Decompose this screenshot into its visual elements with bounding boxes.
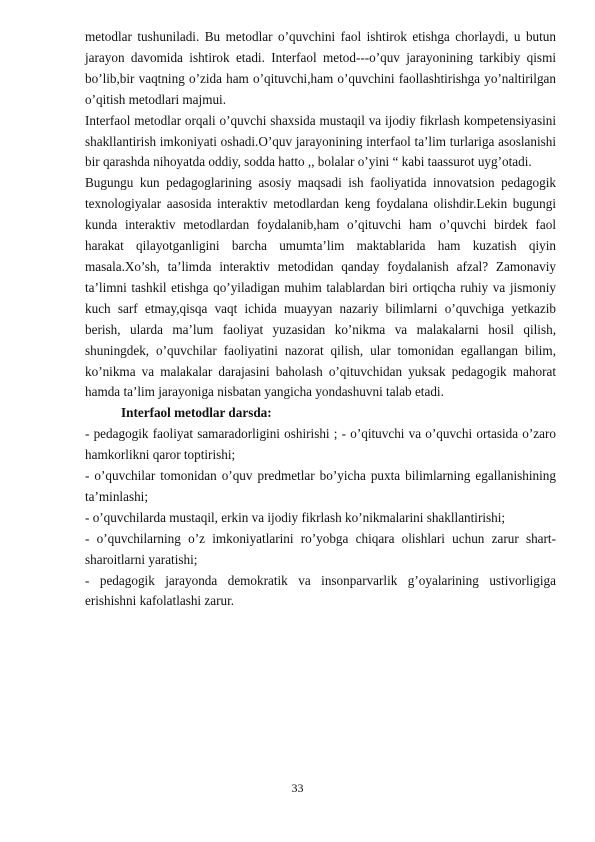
list-item: - pedagogik faoliyat samaradorligini oshirishi ; - o’qituvchi va o’quvchi ortasida o’zaro hamkorlikni qaror toptirishi; (85, 426, 556, 463)
paragraph: Bugungu kun pedagoglarining asosiy maqsadi ish faoliyatida innovatsion pedagogik texnologiyalar aasosida interaktiv metodlardan keng foydalana olishdir.Lekin bugungi kunda interaktiv metodlardan foydalanib,ham o’qituvchi ham o’quvchi birdek faol harakat qilayotganligini barcha umumta’lim maktablarida ham kuzatish qiyin masala.Xo’sh, ta’limda interaktiv metodidan qanday foydalanish afzal? Zamonaviy ta’limni tashkil etishga qo’yiladigan muhim talablardan biri ortiqcha ruhiy va jismoniy kuch sarf etmay,qisqa vaqt ichida muayyan nazariy bilimlarni o’quvchiga yetkazib berish, ularda ma’lum faoliyat yuzasidan ko’nikma va malakalarni hosil qilish, shuningdek, o’quvchilar faoliyatini nazorat qilish, ular tomonidan egallangan bilim, ko’nikma va malakalar darajasini baholash o’qituvchidan yuksak pedagogik mahorat hamda ta’lim jarayoniga nisbatan yangicha yondashuvni talab etadi. (85, 175, 556, 400)
paragraph: Interfaol metodlar orqali o’quvchi shaxsida mustaqil va ijodiy fikrlash kompetensiyasini shakllantirish imkoniyati oshadi.O’quv jarayonining interfaol ta’lim turlariga asoslanishi bir qarashda nihoyatda oddiy, sodda hatto ,, bolalar o’yini “ kabi taassurot uyg’otadi. (85, 112, 556, 170)
paragraph: metodlar tushuniladi. Bu metodlar o’quvchini faol ishtirok etishga chorlaydi, u butun jarayon davomida ishtirok etadi. Interfaol metod--‐o’quv jarayonining tarkibiy qismi bo’lib,bir vaqtning o’zida ham o’qituvchi,ham o’quvchini faollashtirishga yo’naltirilgan o’qitish metodlari majmui. (85, 29, 556, 107)
section-heading: Interfaol metodlar darsda: (121, 405, 272, 421)
list-item: - o’quvchilarda mustaqil, erkin va ijodiy fikrlash ko’nikmalarini shakllantirishi; (85, 509, 506, 525)
list-item: - pedagogik jarayonda demokratik va insonparvarlik g’oyalarining ustivorligiga erishishni kafolatlashi zarur. (85, 572, 556, 609)
list-item: - o’quvchilar tomonidan o’quv predmetlar bo’yicha puxta bilimlarning egallanishining ta’minlashi; (85, 468, 556, 504)
page-body (85, 27, 556, 612)
page-number: 33 (291, 781, 304, 795)
list-item: - o’quvchilarning o’z imkoniyatlarini ro’yobga chiqara olishlari uchun zarur shart-sharoitlarni yaratishi; (85, 530, 556, 567)
